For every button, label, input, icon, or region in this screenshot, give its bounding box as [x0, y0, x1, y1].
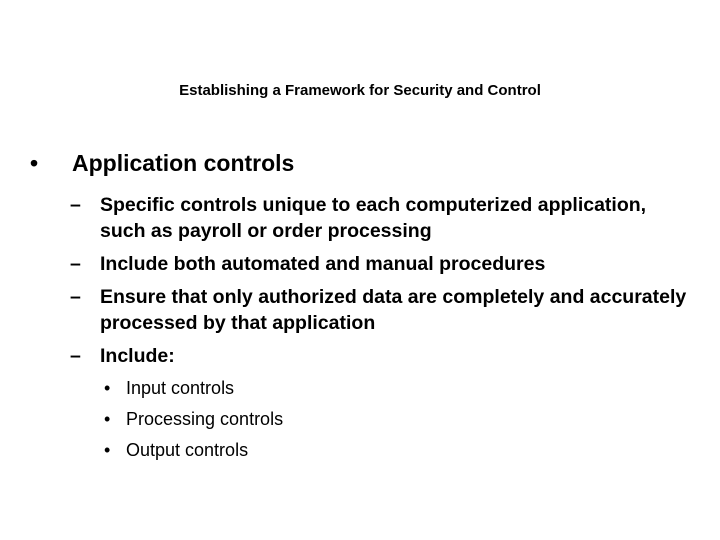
bullet-icon: • [104, 409, 111, 429]
slide-content [28, 148, 688, 469]
sub-bullet-list [28, 192, 688, 369]
bullet-icon: • [30, 150, 39, 176]
dash-icon: – [70, 253, 81, 275]
include-item-text: Output controls [126, 440, 249, 460]
include-item [104, 376, 688, 401]
bullet-icon: • [104, 440, 111, 460]
bullet-icon: • [104, 378, 111, 398]
sub-bullet-text: Include: [100, 345, 175, 367]
include-item-text: Processing controls [126, 409, 284, 429]
sub-bullet-item [70, 343, 688, 369]
include-list [28, 376, 688, 463]
slide-title: Establishing a Framework for Security and Control [179, 82, 541, 99]
main-bullet-item [28, 148, 688, 178]
include-item [104, 407, 688, 432]
sub-bullet-text: Include both automated and manual procedures [100, 253, 546, 275]
sub-bullet-text: Specific controls unique to each computerized application, such as payroll or order processing [100, 194, 647, 242]
include-item [104, 438, 688, 463]
include-item-text: Input controls [126, 378, 235, 398]
main-bullet-text: Application controls [72, 150, 295, 176]
dash-icon: – [70, 345, 81, 367]
dash-icon: – [70, 194, 81, 216]
dash-icon: – [70, 286, 81, 308]
sub-bullet-item [70, 284, 688, 336]
sub-bullet-item [70, 251, 688, 277]
sub-bullet-item [70, 192, 688, 244]
sub-bullet-text: Ensure that only authorized data are completely and accurately processed by that application [100, 286, 687, 334]
